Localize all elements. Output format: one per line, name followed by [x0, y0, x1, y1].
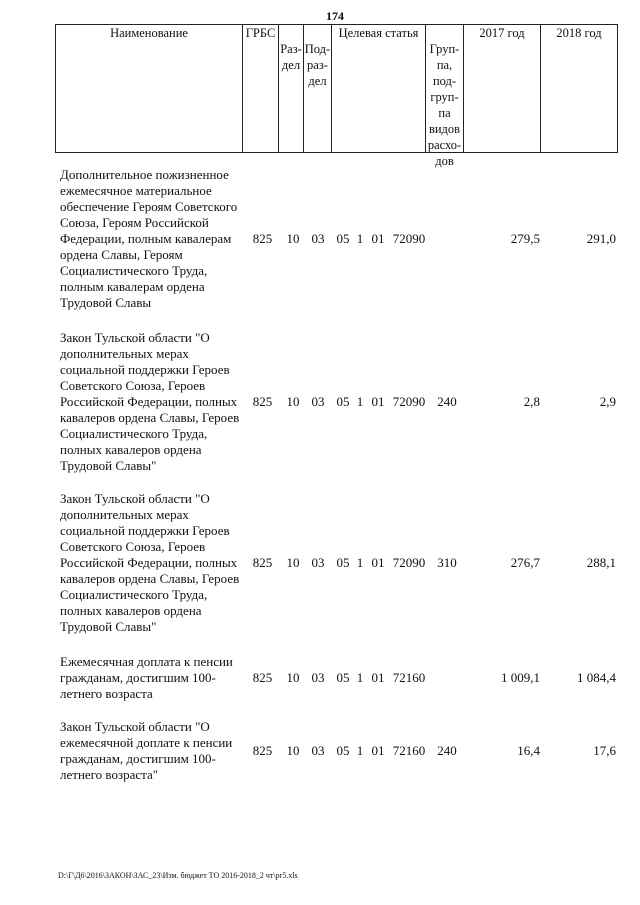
row-target-code: 72090: [392, 394, 426, 409]
row-target-code: 72090: [392, 231, 426, 246]
row-grbs: 825: [252, 670, 273, 685]
row-grbs: 825: [252, 743, 273, 758]
row-group: 240: [437, 743, 457, 758]
row-group: 240: [437, 394, 457, 409]
row-group: 310: [437, 555, 457, 570]
row-name: Ежемесячная доплата к пенсии гражданам, достигшим 100-летнего возраста: [60, 654, 233, 701]
row-2017: 279,5: [510, 231, 540, 246]
row-target-main: 01: [371, 670, 385, 685]
row-podrazdel: 03: [311, 555, 325, 570]
row-target-program: 05: [336, 743, 350, 758]
row-2017: 1 009,1: [501, 670, 540, 685]
header-podrazdel-cell: [303, 24, 332, 153]
row-razdel: 10: [286, 394, 300, 409]
header-2018-cell: [540, 24, 618, 153]
row-razdel: 10: [286, 743, 300, 758]
header-name: Наименование: [110, 26, 188, 40]
header-name-cell: [55, 24, 243, 153]
row-target-program: 05: [336, 670, 350, 685]
row-razdel: 10: [286, 231, 300, 246]
row-podrazdel: 03: [311, 231, 325, 246]
row-grbs: 825: [252, 394, 273, 409]
row-target-sub: 1: [356, 394, 364, 409]
row-grbs: 825: [252, 231, 273, 246]
header-2017-cell: [463, 24, 541, 153]
row-2017: 2,8: [523, 394, 540, 409]
header-2017: 2017 год: [479, 26, 525, 40]
row-razdel: 10: [286, 670, 300, 685]
row-2018: 17,6: [593, 743, 616, 758]
header-podrazdel: Под- раз- дел: [304, 42, 331, 88]
row-podrazdel: 03: [311, 743, 325, 758]
row-target-sub: 1: [356, 555, 364, 570]
row-target-main: 01: [371, 743, 385, 758]
row-2017: 16,4: [517, 743, 540, 758]
header-target-cell: [331, 24, 426, 153]
row-podrazdel: 03: [311, 670, 325, 685]
row-target-sub: 1: [356, 670, 364, 685]
row-2018: 288,1: [586, 555, 616, 570]
row-name: Дополнительное пожизненное ежемесячное материальное обеспечение Героям Советского Союза, Героям Российской Федерации, полным кавалерам ордена Славы, Героям Социалистического Труда, полным кавалерам ордена Трудовой Славы: [60, 167, 238, 310]
row-target-main: 01: [371, 231, 385, 246]
row-target-main: 01: [371, 555, 385, 570]
row-2018: 1 084,4: [577, 670, 616, 685]
row-2017: 276,7: [510, 555, 540, 570]
row-2018: 2,9: [599, 394, 616, 409]
file-path-footer: D:\Г\Д6\2016\ЗАКОН\ЗАС_23\Изм. бюджет ТО 2016-2018_2 чт\pr5.xls: [58, 871, 298, 880]
row-name: Закон Тульской области "О ежемесячной доплате к пенсии гражданам, достигшим 100-летнего возраста": [60, 719, 233, 782]
row-target-sub: 1: [356, 743, 364, 758]
row-target-program: 05: [336, 555, 350, 570]
header-razdel: Раз- дел: [280, 42, 302, 72]
row-target-program: 05: [336, 394, 350, 409]
row-name: Закон Тульской области "О дополнительных мерах социальной поддержки Героев Советского Союза, Героев Российской Федерации, полных кавалеров ордена Славы, Героев Социалистического Труда, полных кавалеров ордена Трудовой Славы": [60, 491, 240, 634]
row-target-sub: 1: [356, 231, 364, 246]
row-target-code: 72160: [392, 743, 426, 758]
header-group: Груп- па, под- груп- па видов расхо- дов: [427, 42, 462, 168]
header-2018: 2018 год: [556, 26, 602, 40]
row-name: Закон Тульской области "О дополнительных мерах социальной поддержки Героев Советского Союза, Героев Российской Федерации, полных кавалеров ордена Славы, Героев Социалистического Труда, полных кавалеров ордена Трудовой Славы": [60, 330, 240, 473]
row-target-main: 01: [371, 394, 385, 409]
row-podrazdel: 03: [311, 394, 325, 409]
row-target-program: 05: [336, 231, 350, 246]
header-grbs: ГРБС: [245, 26, 276, 40]
row-grbs: 825: [252, 555, 273, 570]
row-target-code: 72160: [392, 670, 426, 685]
header-grbs-cell: [242, 24, 279, 153]
row-razdel: 10: [286, 555, 300, 570]
row-2018: 291,0: [586, 231, 616, 246]
page-number: 174: [326, 9, 344, 23]
header-target: Целевая статья: [338, 26, 419, 40]
row-target-code: 72090: [392, 555, 426, 570]
header-razdel-cell: [278, 24, 304, 153]
header-group-cell: [425, 24, 464, 168]
